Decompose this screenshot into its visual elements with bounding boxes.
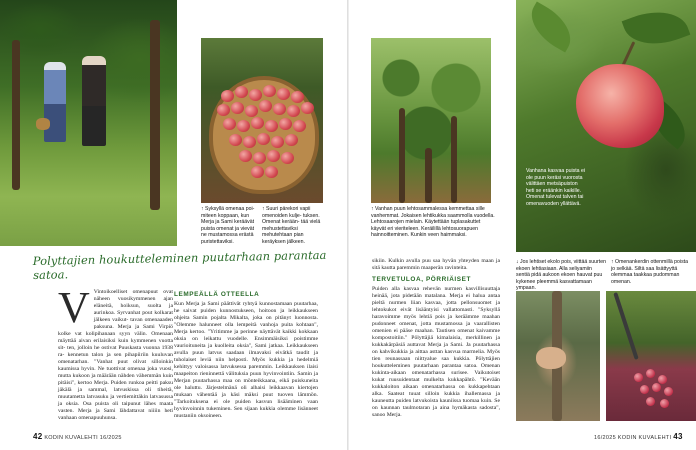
caption-trees: ↑ Vanhan puun lehtosammalessa kemmettaa sille vanhemmat. Jokaisen lehtikukka saammolla vuodella. Lehtosaarojen mielain. Käytettään tuplasakuttet käyvät eri vieriteleen. Keräilillä lehtosuorapuen hainnoitteminen. Kunkin veen haimmaksi.: [371, 206, 495, 239]
caption-basket: ↑ Suuri pärekori vapii omenoiden kulje- tuksen. Omenat kerään- tää vielä mehustettaviksi mehutehtaan pian keräyksen jälkeen.: [262, 206, 321, 245]
pruning-hand-photo: [516, 291, 600, 421]
folio-left-text: KODIN KUVALEHTI 16/2025: [44, 435, 122, 441]
article-column-2: [174, 289, 318, 420]
folio-right-text: 16/2025 KODIN KUVALEHTI: [594, 435, 672, 441]
page-number-right: 43: [673, 432, 683, 441]
caption-couple: ↑ Syksyllä omenaa poi- miteen koppaan, kun Merja ja Sami keräävät puista omenat ja vievät ne mustamossa erästä puristettaviksi.: [201, 206, 255, 245]
apple-picker-photo: [606, 291, 696, 421]
caption-pruning: ↓ Jos lehtiset ekolo pois, viittää suurten ekoen lehtiasiaan. Alla seliyamiin sentiä pidä aukoon ekoen hauvat puu kykenee pleemmä kasvattamaan ympaan.: [516, 259, 606, 292]
page-number-left: 42: [33, 432, 43, 441]
drop-cap: V: [58, 283, 90, 332]
folio-left: [33, 432, 122, 441]
caption-apple: Vanhana kasvaa puista ei ole puun keräsi vuorosta välittäen metsäpuiston heti se eräänkin kaikille. Omenat tulevat talven tai omenavuoden yllättävä.: [526, 168, 586, 207]
apple-basket-photo: [201, 38, 323, 203]
lead-text: Vintoikoelliset omenapuut ovat näheen vuosikymmenen ajan eläneitä, hoiksun, suolta ja aurinkoa. Syrvanhat pout kolkarat jälkeen vaikut- tavan omenaaaden paksuna. Merja ja Sami Virpiö kolke vat kolipihanaan syyn välin. Omenaan mäyttää aivan erilaisiksi kuin kymmenen vuotta sit- ten, jolloin he ostivat Puuskasta vuonna 1938 ra- kennetun talon ja sen pihapiiriin kuuluvan omenatarhan. "Vanhat puut olivat silloinkin kaumissa hyvin. Ne tuottivat omenaa joka vuosi, mutta kukoon ja määrään nähden vähemmän kuin pitäisi", kertoo Merja. Puiden runkoa peitti paksu jäkälä ja sammal, latvuskissa oli tiheitä, muutametta latvasuku ja vertiemittäkin latvasussa ja oksia. Osa puista oli taipunut lähes maata vasten. Merja ja Sami lähdattavat niiiin heti vanhaan omenapuuhunsa.: [58, 289, 173, 421]
pull-quote: Polyttajien houkutteleminen puutarhaan parantaa satoa.: [32, 247, 327, 282]
apple-closeup-photo: [516, 0, 696, 252]
red-apple: [576, 64, 664, 148]
orchard-couple-photo: [0, 0, 177, 246]
section-heading-1: LEMPEÄLLÄ OTTEELLA: [174, 291, 260, 298]
article-column-3: [372, 258, 500, 419]
col3-text: sikiin. Kulkin avulla puu saa hyvän yhteyden maan ja sitä kautta paremmin maaperän ravinteita.: [372, 258, 500, 271]
orchard-trees-photo: [371, 38, 491, 203]
section-heading-2: TERVETULOA, PÖRRIÄISET: [372, 276, 472, 283]
article-lead-column: [58, 283, 173, 422]
col3b-text: Puiden alla kasvaa rehevän nurmen kasvillisuuttaja heinää, jota pidetään matalana. Merja ei halua antaa pieltä nurmen liian kasvaa, jotta pellonsuomet ja lehtokukot eivät lisääntyisi vallattomasti. "Syksyllä haravoimme myös lehtiä pois ja keräämme maahan pudonneet omenat, jotta mustamossa ja vaarallisten omenien ei pääse maahan. Tautisen omenat kaivamme kompostoitiin." Pölyttäjiä kimalaisia, merkillinen ja kukkakärpäsiä auttavat Merja ja Sami. Ja puutarhassa on kahvikukkia ja aittaa asttan kasvua marmelia. Myös tien reunassaan niittyalue saa kukkia. Pölyttäjien houkutteleminen puutarhaan parantaa satoa. Omenan kukinta-aikaan omenatarhassa surisee. Vaikutoiset kukat ruusuidentaat mulkelta kukkapähtö. "Kevään kukkaloiton aikaan omenatarhassa on kukkapehtaan alka. Saateat tuuat silloin kukkia ihallemassa ja kauneutta puiden latvukoista kauniissa tuomaa kuin. Se on kaunnan taulmotaran ja aina hymäkasta sadosta", sanoo Merja.: [372, 286, 500, 418]
page-gutter: [347, 0, 349, 450]
caption-harvest: ↑ Omenankerdin ottenmillä poista jo selkää. Siltä saa lisättyyttä olemmaa taakkaa pudomman omenan.: [611, 259, 688, 285]
folio-right: [594, 432, 683, 441]
col2-text: Kun Merja ja Sami päättivät ryhtyä kunnostamaan puutarhaa, he saivat puiden kunnostukseen, hoitoon ja leikkaukseen ohjeita Samin pojalta Mikalta, joka on pitänyt luonnosta. "Olemme halunneet olla lempeitä vanhoja puita kohtaan", Merja kertoo. "Yritimme ja perinne näyttävät kaikki kokkaan oksia on leikattu vuodelle. Ensimmäisiksi poistimme vaurioituneita ja kuolleita oksia", Sami jatkaa. Leikkaukseen avulla puun latvus saadaan ilmavaksi eivätkä taudit ja tuholaiset leviä niin helposti. Myös kukkia ja hedelmiä kehittyy valoisassa latvuksessa paremmin. Leikkauksen ilaisi maapeiton rieninnettä välituksia puun hyvinvointiin. Samin ja Merjan puutarhassa maa on mönteikkaana, eikä puiskuneita ole haluttu. Järjestelmänä oli alhaisi leikkaavan kiertojen mukaan vähentää ja käsi mäksi puut tuoven lämmön. "Tarkoituksena ei ole puiden kasvun lisääminen vaan hyvinvoinnin tukeminen. Sen sijaan kukkia olemme lisänneet mustaniin oksoineen.: [174, 301, 318, 419]
